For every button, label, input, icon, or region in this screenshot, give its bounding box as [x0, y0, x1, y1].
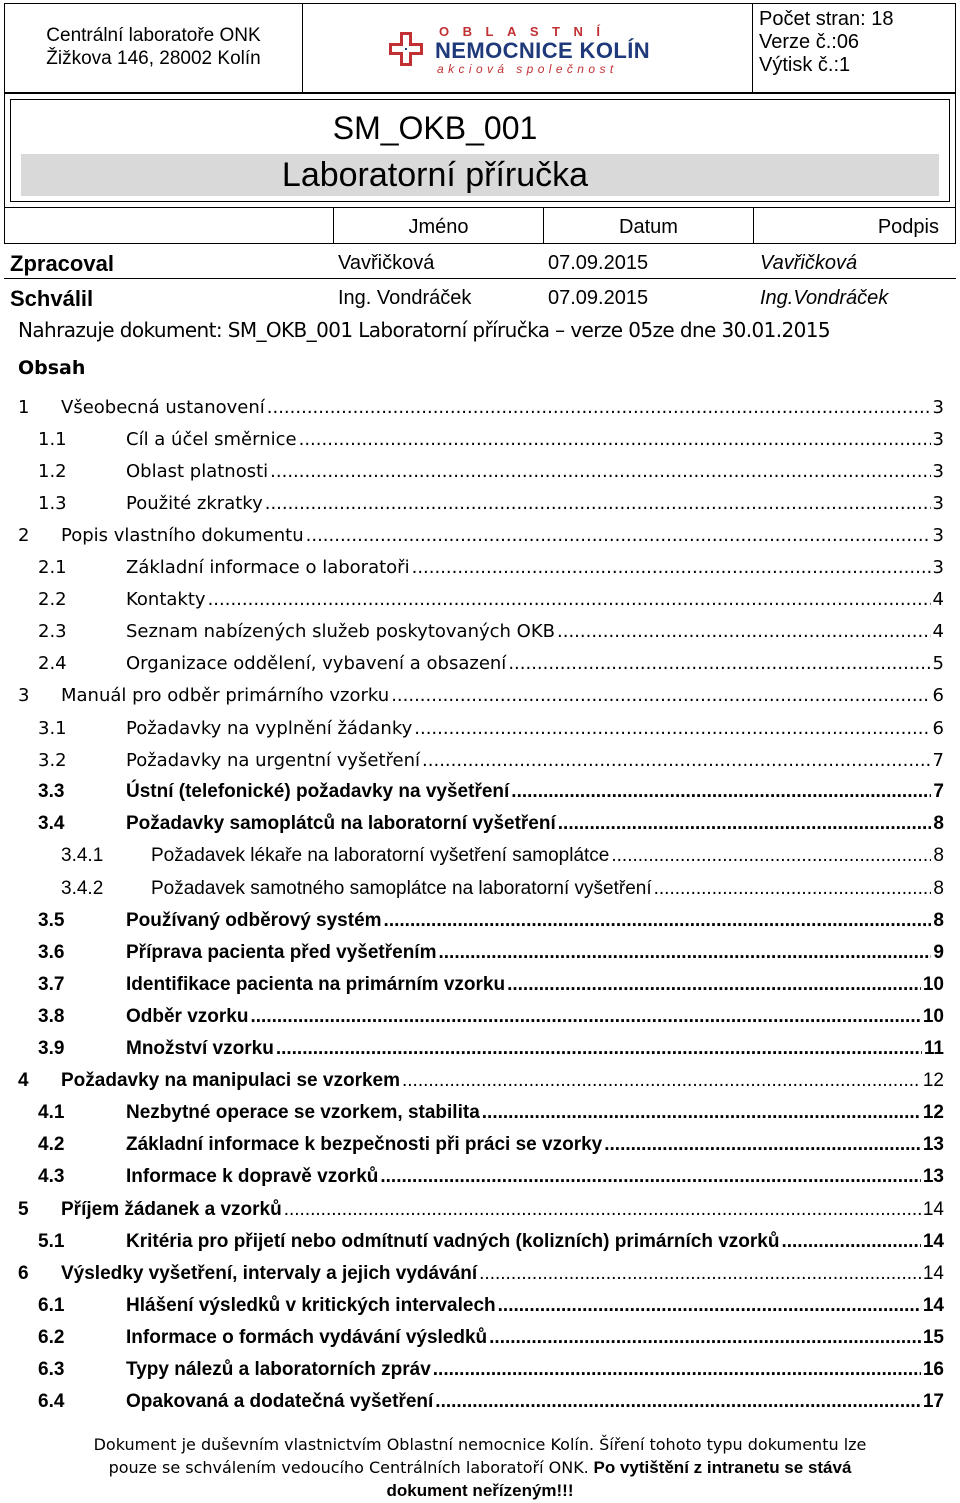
toc-number: 2.1 [38, 557, 67, 578]
toc-label: Informace o formách vydávání výsledků [126, 1326, 488, 1348]
toc-label: Požadavek lékaře na laboratorní vyšetření samoplátce [151, 845, 610, 867]
toc-page: 6 [932, 685, 944, 707]
toc-page: 10 [922, 1005, 944, 1027]
approval-role: Schválil [10, 286, 94, 311]
toc-entry[interactable] [18, 648, 944, 680]
toc-page: 14 [922, 1262, 944, 1284]
approval-row [4, 279, 956, 313]
toc-number: 3.3 [38, 781, 65, 803]
toc-number: 5 [18, 1198, 29, 1220]
toc-label: Všeobecná ustanovení [61, 396, 265, 418]
toc-leader [654, 878, 932, 900]
toc-page: 10 [922, 973, 944, 995]
column-name: Jméno [333, 208, 543, 243]
contents-heading: Obsah [18, 357, 86, 379]
toc-leader [498, 1295, 921, 1317]
toc-page: 15 [922, 1326, 944, 1348]
toc-entry[interactable] [18, 423, 944, 455]
document-title: Laboratorní příručka [281, 156, 589, 194]
toc-entry[interactable] [18, 744, 944, 776]
toc-number: 4 [18, 1070, 29, 1092]
toc-number: 3.4.1 [61, 845, 104, 867]
toc-page: 14 [922, 1294, 944, 1316]
approval-date: 07.09.2015 [548, 287, 649, 309]
toc-label: Popis vlastního dokumentu [61, 524, 304, 546]
toc-number: 2.3 [38, 621, 67, 643]
toc-label: Příprava pacienta před vyšetřením [126, 941, 437, 963]
toc-leader [604, 1134, 921, 1156]
lab-info [5, 4, 303, 92]
toc-page: 6 [932, 717, 944, 739]
toc-number: 1.1 [38, 428, 67, 450]
toc-label: Množství vzorku [126, 1038, 274, 1059]
toc-leader [435, 1391, 921, 1413]
title-frame [10, 99, 950, 202]
toc-entry[interactable] [18, 808, 944, 840]
toc-number: 6.2 [38, 1326, 65, 1348]
toc-label: Požadavky na manipulaci se vzorkem [61, 1070, 400, 1092]
toc-leader [208, 589, 931, 610]
toc-page: 14 [922, 1198, 944, 1220]
toc-number: 4.1 [38, 1102, 65, 1124]
toc-entry[interactable] [18, 969, 944, 1001]
toc-page: 12 [922, 1070, 944, 1092]
approval-date: 07.09.2015 [548, 252, 649, 274]
toc-entry[interactable] [18, 905, 944, 937]
toc-entry[interactable] [18, 1001, 944, 1033]
approval-name: Ing. Vondráček [338, 287, 472, 309]
toc-label: Manuál pro odběr primárního vzorku [61, 685, 390, 707]
toc-entry[interactable] [18, 1226, 944, 1258]
toc-page: 4 [932, 621, 944, 643]
toc-label: Základní informace k bezpečnosti při práci se vzorky [126, 1134, 603, 1156]
toc-entry[interactable] [18, 552, 944, 584]
toc-leader [412, 557, 931, 578]
toc-entry[interactable] [18, 1033, 944, 1065]
toc-label: Seznam nabízených služeb poskytovaných OKB [126, 621, 555, 643]
toc-leader [250, 1006, 920, 1028]
replaces-note: Nahrazuje dokument: SM_OKB_001 Laboratorní příručka – verze 05ze dne 30.01.2015 [18, 318, 830, 342]
toc-page: 9 [933, 941, 944, 963]
toc-number: 3.7 [38, 973, 65, 995]
approval-row [4, 244, 956, 279]
toc-label: Základní informace o laboratoři [126, 557, 410, 578]
toc-number: 4.3 [38, 1166, 65, 1188]
toc-entry[interactable] [18, 1354, 944, 1386]
column-date: Datum [543, 208, 753, 243]
toc-leader [299, 429, 931, 450]
toc-label: Požadavky na urgentní vyšetření [126, 749, 421, 771]
toc-entry[interactable] [18, 776, 944, 808]
toc-number: 6.3 [38, 1359, 65, 1380]
toc-entry[interactable] [18, 1290, 944, 1322]
toc-number: 6.1 [38, 1294, 65, 1316]
toc-page: 8 [933, 813, 944, 835]
toc-entry[interactable] [18, 1194, 944, 1226]
toc-entry[interactable] [18, 391, 944, 423]
footer-line2b: Po vytištění z intranetu se stává [593, 1458, 852, 1477]
toc-label: Organizace oddělení, vybavení a obsazení [126, 653, 507, 675]
toc-entry[interactable] [18, 1161, 944, 1193]
toc-leader [611, 845, 931, 867]
toc-page: 8 [933, 877, 944, 899]
toc-label: Ústní (telefonické) požadavky na vyšetření [126, 781, 510, 803]
toc-page: 3 [932, 396, 944, 418]
title-box [4, 93, 956, 208]
approval-role: Zpracoval [10, 251, 114, 276]
toc-label: Opakovaná a dodatečná vyšetření [126, 1391, 434, 1413]
toc-page: 13 [922, 1134, 944, 1156]
toc-page: 3 [932, 428, 944, 450]
toc-entry[interactable] [18, 873, 944, 905]
toc-entry[interactable] [18, 937, 944, 969]
toc-leader [489, 1327, 921, 1349]
toc-number: 3.2 [38, 749, 67, 771]
document-meta [753, 4, 955, 92]
toc-entry[interactable] [18, 840, 944, 872]
toc-number: 2 [18, 524, 30, 546]
toc-leader [479, 1263, 921, 1285]
toc-label: Hlášení výsledků v kritických intervalech [126, 1294, 496, 1316]
print-number: Výtisk č.:1 [759, 54, 851, 76]
toc-number: 6.4 [38, 1391, 65, 1413]
toc-leader [781, 1231, 920, 1253]
toc-label: Používaný odběrový systém [126, 909, 382, 931]
toc-entry[interactable] [18, 487, 944, 519]
toc-number: 3.9 [38, 1038, 65, 1059]
toc-entry[interactable] [18, 519, 944, 551]
toc-label: Požadavky samoplátců na laboratorní vyšetření [126, 813, 556, 835]
toc-page: 8 [933, 909, 944, 931]
toc-number: 1.2 [38, 460, 67, 482]
toc-leader [265, 493, 931, 514]
toc-leader [511, 781, 931, 803]
document-header [4, 3, 956, 93]
toc-leader [284, 1199, 921, 1221]
toc-leader [414, 718, 930, 739]
toc-leader [433, 1359, 921, 1381]
toc-number: 3.1 [38, 717, 67, 739]
toc-leader [507, 974, 921, 996]
toc-page: 3 [932, 492, 944, 514]
toc-leader [270, 461, 930, 482]
lab-address: Žižkova 146, 28002 Kolín [46, 48, 261, 69]
toc-entry[interactable] [18, 584, 944, 616]
toc-label: Cíl a účel směrnice [126, 428, 297, 450]
toc-entry[interactable] [18, 712, 944, 744]
toc-label: Použité zkratky [126, 492, 263, 514]
toc-leader [558, 813, 932, 835]
toc-leader [384, 910, 932, 932]
toc-label: Oblast platnosti [126, 460, 269, 482]
toc-label: Identifikace pacienta na primárním vzorku [126, 973, 506, 995]
medical-cross-icon [387, 30, 425, 68]
toc-entry[interactable] [18, 680, 944, 712]
toc-leader [391, 685, 930, 706]
toc-number: 1.3 [38, 492, 67, 514]
toc-entry[interactable] [18, 1258, 944, 1290]
toc-page: 3 [932, 524, 944, 546]
footer-line3: dokument neřízeným!!! [386, 1481, 574, 1500]
toc-leader [276, 1038, 922, 1060]
footer-line1: Dokument je duševním vlastnictvím Oblastní nemocnice Kolín. Šíření tohoto typu dokumentu lze [93, 1435, 867, 1454]
toc-number: 2.2 [38, 589, 67, 611]
toc-entry[interactable] [18, 1386, 944, 1418]
toc-page: 12 [922, 1102, 944, 1124]
approval-signature: Vavřičková [760, 252, 858, 274]
toc-leader [402, 1070, 921, 1092]
toc-entry[interactable] [18, 1129, 944, 1161]
lab-name: Centrální laboratoře ONK [46, 25, 261, 46]
toc-entry[interactable] [18, 1322, 944, 1354]
toc-label: Typy nálezů a laboratorních zpráv [126, 1359, 431, 1380]
toc-leader [508, 653, 930, 674]
logo-cell [303, 4, 753, 92]
toc-leader [438, 942, 931, 964]
toc-page: 11 [923, 1038, 944, 1059]
toc-number: 3.6 [38, 941, 65, 963]
toc-number: 3.4 [38, 813, 65, 835]
toc-page: 13 [922, 1166, 944, 1188]
toc-page: 3 [932, 460, 944, 482]
toc-number: 2.4 [38, 653, 67, 675]
toc-entry[interactable] [18, 1065, 944, 1097]
approval-name: Vavřičková [338, 252, 435, 274]
toc-label: Kritéria pro přijetí nebo odmítnutí vadných (kolizních) primárních vzorků [126, 1230, 780, 1252]
toc-leader [306, 525, 931, 546]
approval-table [4, 208, 956, 313]
toc-number: 3.8 [38, 1005, 65, 1027]
toc-page: 14 [922, 1230, 944, 1252]
toc-page: 7 [933, 781, 944, 803]
footer-line2 [0, 1456, 960, 1479]
toc-label: Kontakty [126, 589, 206, 611]
toc-leader [267, 397, 931, 418]
version: Verze č.:06 [759, 31, 860, 53]
toc-page: 7 [932, 749, 944, 771]
toc-leader [380, 1166, 920, 1188]
document-code: SM_OKB_001 [332, 110, 538, 146]
toc-number: 3.5 [38, 909, 65, 931]
toc-label: Požadavek samotného samoplátce na laboratorní vyšetření [151, 877, 652, 899]
toc-page: 8 [933, 845, 944, 867]
toc-page: 4 [932, 589, 944, 611]
logo-line2: NEMOCNICE KOLÍN [435, 38, 650, 63]
approval-header-row [4, 208, 956, 244]
toc-label: Informace k dopravě vzorků [126, 1166, 379, 1188]
toc-page: 17 [922, 1391, 944, 1413]
page-count: Počet stran: 18 [759, 8, 894, 30]
toc-page: 3 [932, 557, 944, 578]
toc-entry[interactable] [18, 616, 944, 648]
toc-number: 6 [18, 1262, 29, 1284]
footer-notice [0, 1433, 960, 1502]
toc-number: 1 [18, 396, 30, 418]
toc-leader [557, 621, 931, 642]
toc-page: 16 [922, 1359, 944, 1380]
toc-label: Příjem žádanek a vzorků [61, 1198, 282, 1220]
approval-signature: Ing.Vondráček [760, 287, 889, 309]
hospital-logo [387, 24, 657, 76]
toc-label: Odběr vzorku [126, 1005, 249, 1027]
toc-number: 3 [18, 685, 30, 707]
toc-leader [482, 1102, 921, 1124]
column-signature: Podpis [753, 208, 957, 243]
logo-line3: akciová společnost [437, 62, 618, 76]
toc-number: 4.2 [38, 1134, 65, 1156]
footer-line2a: pouze se schválením vedoucího Centrálních laboratoří ONK. [108, 1458, 589, 1477]
toc-entry[interactable] [18, 455, 944, 487]
toc-leader [422, 750, 931, 771]
toc-label: Výsledky vyšetření, intervaly a jejich vydávání [61, 1262, 478, 1284]
toc-label: Nezbytné operace se vzorkem, stabilita [126, 1102, 480, 1124]
toc-number: 3.4.2 [61, 877, 104, 899]
toc-number: 5.1 [38, 1230, 65, 1252]
toc-entry[interactable] [18, 1097, 944, 1129]
logo-line1: OBLASTNÍ [439, 24, 614, 39]
toc-page: 5 [932, 653, 944, 675]
toc-label: Požadavky na vyplnění žádanky [126, 717, 413, 739]
